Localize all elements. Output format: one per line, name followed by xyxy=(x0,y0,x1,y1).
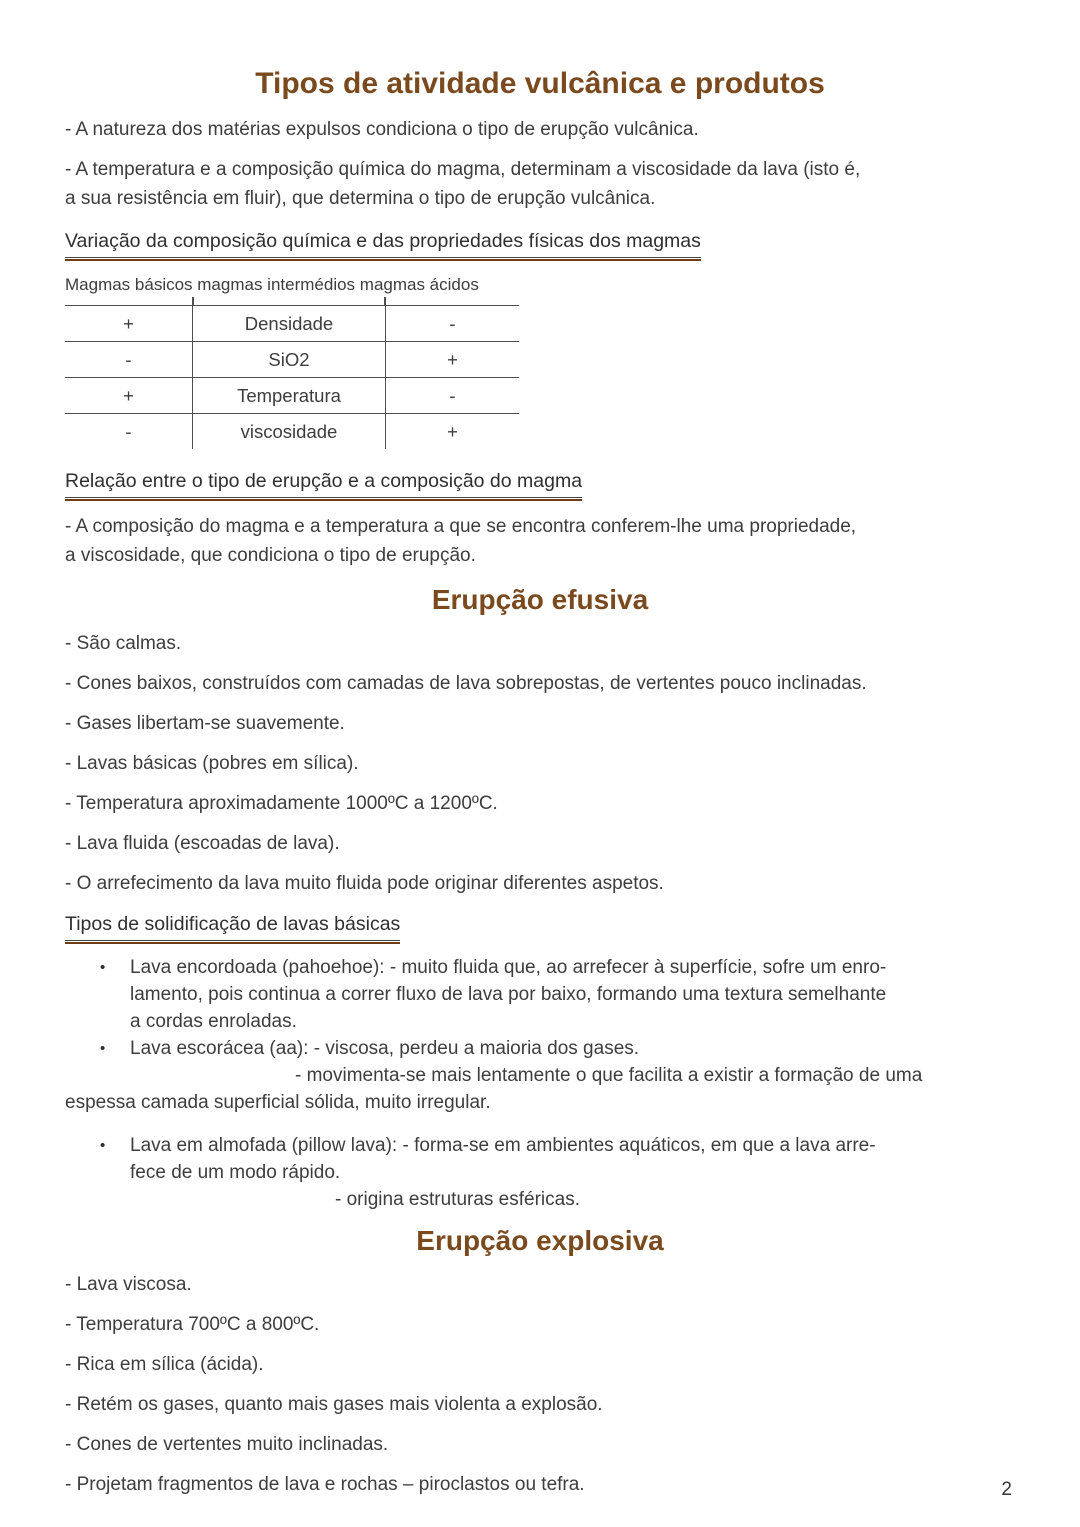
table-row xyxy=(65,342,519,378)
bullet-icon: • xyxy=(100,1040,106,1057)
bullet-item-almofada xyxy=(65,1132,1015,1186)
effusive-item: - O arrefecimento da lava muito fluida pode originar diferentes aspetos. xyxy=(65,873,664,894)
table-cell: + xyxy=(65,306,193,342)
page-number: 2 xyxy=(1001,1479,1012,1500)
explosive-item: - Lava viscosa. xyxy=(65,1274,192,1295)
table-column-divider xyxy=(192,297,194,305)
effusive-item: - Lavas básicas (pobres em sílica). xyxy=(65,753,359,774)
subsection-heading-solidificacao xyxy=(65,910,1015,944)
table-row xyxy=(65,306,519,342)
magma-properties-table xyxy=(65,305,519,449)
heading-underline xyxy=(65,227,701,261)
effusive-item: - São calmas. xyxy=(65,633,182,654)
table-cell: - xyxy=(65,414,193,450)
text-line: espessa camada superficial sólida, muito irregular. xyxy=(65,1092,491,1113)
text-line: a cordas enroladas. xyxy=(130,1011,297,1032)
text-line: a viscosidade, que condiciona o tipo de erupção. xyxy=(65,545,476,566)
table-cell: + xyxy=(386,342,520,378)
explosive-item: - Temperatura 700ºC a 800ºC. xyxy=(65,1314,320,1335)
explosive-item: - Retém os gases, quanto mais gases mais violenta a explosão. xyxy=(65,1394,603,1415)
text-line: fece de um modo rápido. xyxy=(130,1162,341,1183)
effusive-item: - Cones baixos, construídos com camadas de lava sobrepostas, de vertentes pouco inclinadas. xyxy=(65,673,867,694)
table-cell: viscosidade xyxy=(193,414,386,450)
text-line: Lava em almofada (pillow lava): - forma-se em ambientes aquáticos, em que a lava arre- xyxy=(130,1135,876,1156)
page-title: Tipos de atividade vulcânica e produtos xyxy=(255,67,825,100)
effusive-item: - Lava fluida (escoadas de lava). xyxy=(65,833,340,854)
text-line: - movimenta-se mais lentamente o que facilita a existir a formação de uma xyxy=(295,1065,923,1086)
table-cell: + xyxy=(386,414,520,450)
table-cell: Temperatura xyxy=(193,378,386,414)
text-line: a sua resistência em fluir), que determina o tipo de erupção vulcânica. xyxy=(65,188,656,209)
text-line: - origina estruturas esféricas. xyxy=(335,1189,580,1210)
bullet-text xyxy=(130,1035,1015,1062)
subsection-heading-variacao xyxy=(65,227,1015,261)
subsection-heading-relacao xyxy=(65,467,1015,501)
bullet-item-encordoada xyxy=(65,954,1015,1035)
explosive-item: - Rica em sílica (ácida). xyxy=(65,1354,264,1375)
solidification-bullet-list xyxy=(65,954,1015,1213)
table-row xyxy=(65,378,519,414)
intro-paragraph-2 xyxy=(65,155,1015,213)
relation-paragraph xyxy=(65,512,1015,570)
explosive-item: - Cones de vertentes muito inclinadas. xyxy=(65,1434,389,1455)
magma-properties-table-wrap xyxy=(65,305,1015,449)
explosive-item: - Projetam fragmentos de lava e rochas – piroclastos ou tefra. xyxy=(65,1474,585,1495)
text-line: lamento, pois continua a correr fluxo de lava por baixo, formando uma textura semelhante xyxy=(130,984,887,1005)
effusive-item: - Temperatura aproximadamente 1000ºC a 1200ºC. xyxy=(65,793,498,814)
effusive-item: - Gases libertam-se suavemente. xyxy=(65,713,345,734)
bullet-item-escoracea xyxy=(65,1035,1015,1062)
subsection-heading-text: Tipos de solidificação de lavas básicas xyxy=(65,910,400,941)
section-heading-explosiva: Erupção explosiva xyxy=(416,1225,664,1256)
bullet-icon: • xyxy=(100,1137,106,1154)
table-row xyxy=(65,414,519,450)
section-heading-efusiva: Erupção efusiva xyxy=(431,584,649,615)
table-cell: - xyxy=(386,378,520,414)
text-line: Lava encordoada (pahoehoe): - muito fluida que, ao arrefecer à superfície, sofre um enro- xyxy=(130,957,887,978)
table-cell: Densidade xyxy=(193,306,386,342)
table-cell: - xyxy=(386,306,520,342)
bullet-text xyxy=(130,1132,1015,1186)
heading-underline xyxy=(65,467,582,501)
table-cell: - xyxy=(65,342,193,378)
table-cell: + xyxy=(65,378,193,414)
bullet-text xyxy=(130,954,1015,1035)
bullet-icon: • xyxy=(100,959,106,976)
text-line: - A temperatura e a composição química do magma, determinam a viscosidade da lava (isto é, xyxy=(65,159,861,180)
table-cell: SiO2 xyxy=(193,342,386,378)
intro-paragraph-1: - A natureza dos matérias expulsos condiciona o tipo de erupção vulcânica. xyxy=(65,119,699,140)
subsection-heading-text: Relação entre o tipo de erupção e a composição do magma xyxy=(65,467,582,498)
text-line: Lava escorácea (aa): - viscosa, perdeu a maioria dos gases. xyxy=(130,1038,640,1059)
text-line: - A composição do magma e a temperatura a que se encontra conferem-lhe uma propriedade, xyxy=(65,516,857,537)
heading-underline xyxy=(65,910,400,944)
subsection-heading-text: Variação da composição química e das propriedades físicas dos magmas xyxy=(65,227,701,258)
table-caption: Magmas básicos magmas intermédios magmas ácidos xyxy=(65,275,479,294)
table-column-divider xyxy=(384,297,386,305)
